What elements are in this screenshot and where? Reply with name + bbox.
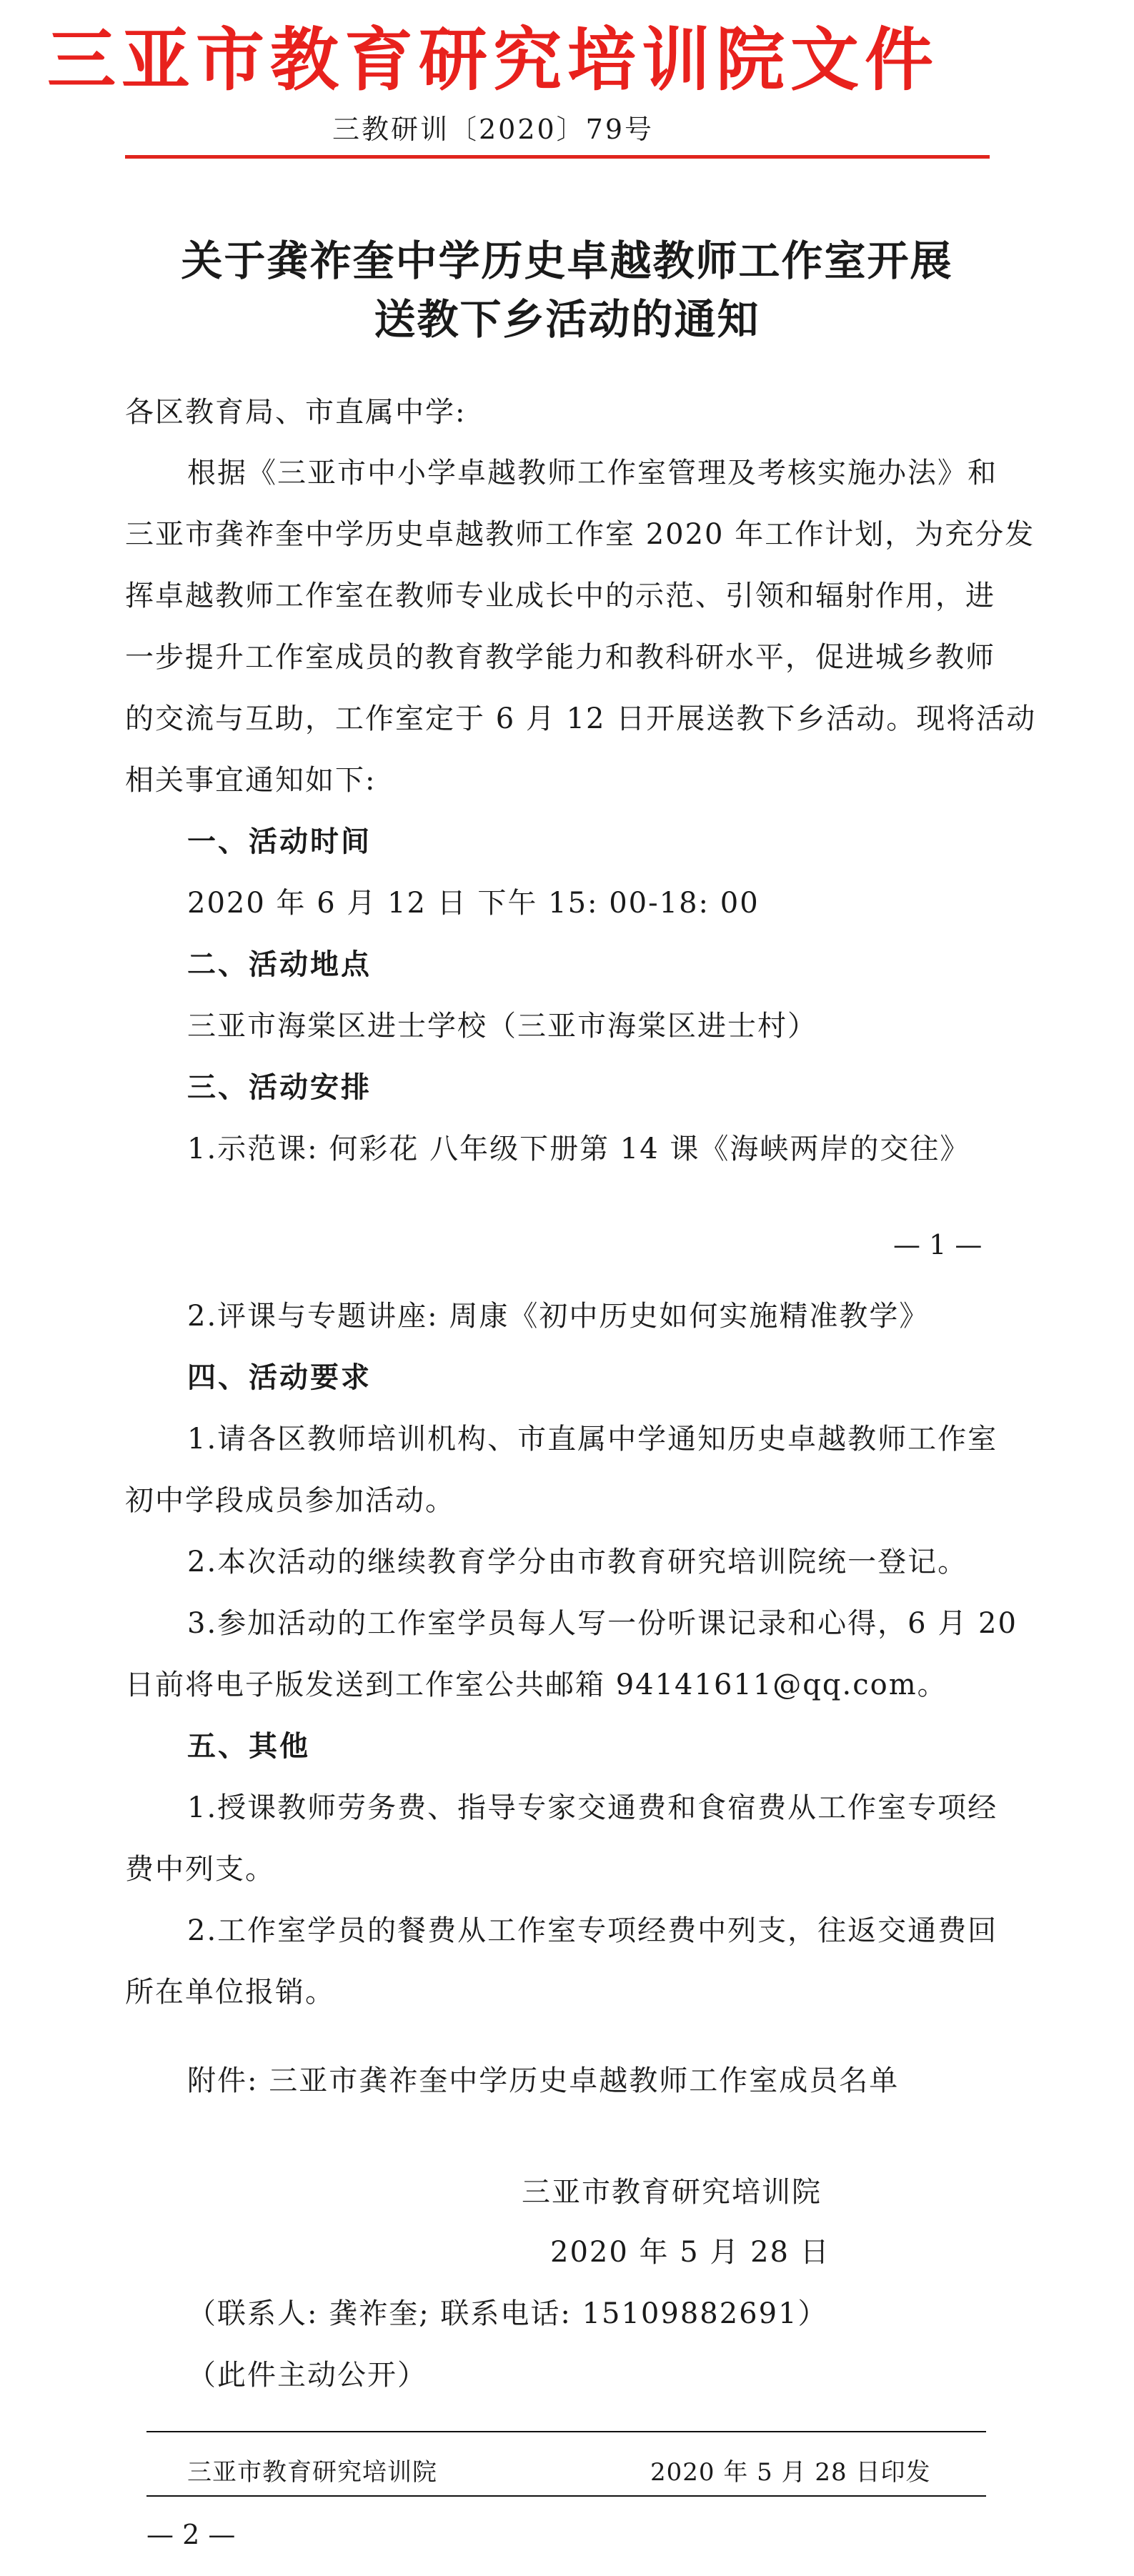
disclosure-note: （此件主动公开） [187, 2359, 427, 2392]
requirement-3-line-2: 日前将电子版发送到工作室公共邮箱 94141611@qq.com。 [125, 1669, 948, 1701]
other-1-line-2: 费中列支。 [125, 1853, 275, 1886]
section-time-value: 2020 年 6 月 12 日 下午 15: 00-18: 00 [187, 887, 760, 920]
section-time-heading: 一、活动时间 [187, 825, 372, 858]
intro-line-2: 三亚市龚祚奎中学历史卓越教师工作室 2020 年工作计划，为充分发 [125, 518, 1035, 551]
footer-issue-date: 2020 年 5 月 28 日印发 [650, 2458, 931, 2487]
page-number-1: — 1 — [893, 1229, 983, 1260]
requirement-1-line-2: 初中学段成员参加活动。 [125, 1484, 455, 1517]
intro-line-3: 挥卓越教师工作室在教师专业成长中的示范、引领和辐射作用，进 [125, 580, 995, 612]
section-other-heading: 五、其他 [187, 1729, 310, 1763]
signature-org: 三亚市教育研究培训院 [522, 2176, 822, 2209]
page-number-2: — 2 — [146, 2519, 236, 2550]
notice-title-line1: 关于龚祚奎中学历史卓越教师工作室开展 [181, 237, 953, 285]
intro-line-6: 相关事宜通知如下: [125, 764, 377, 797]
intro-line-5: 的交流与互助，工作室定于 6 月 12 日开展送教下乡活动。现将活动 [125, 702, 1037, 735]
arrangement-item-2: 2.评课与专题讲座: 周康《初中历史如何实施精准教学》 [187, 1300, 930, 1333]
requirement-1-line-1: 1.请各区教师培训机构、市直属中学通知历史卓越教师工作室 [187, 1423, 998, 1456]
other-1-line-1: 1.授课教师劳务费、指导专家交通费和食宿费从工作室专项经 [187, 1791, 998, 1824]
section-arrangement-heading: 三、活动安排 [187, 1070, 372, 1104]
arrangement-item-1: 1.示范课: 何彩花 八年级下册第 14 课《海峡两岸的交往》 [187, 1133, 970, 1165]
section-requirements-heading: 四、活动要求 [187, 1361, 372, 1394]
red-divider [125, 155, 990, 159]
requirement-3-line-1: 3.参加活动的工作室学员每人写一份听课记录和心得，6 月 20 [187, 1607, 1018, 1640]
document-header-title: 三亚市教育研究培训院文件 [47, 19, 939, 100]
section-place-value: 三亚市海棠区进士学校（三亚市海棠区进士村） [187, 1010, 817, 1043]
section-place-heading: 二、活动地点 [187, 948, 372, 981]
footer-issuer: 三亚市教育研究培训院 [187, 2458, 437, 2487]
contact-info: （联系人: 龚祚奎; 联系电话: 15109882691） [187, 2297, 828, 2330]
attachment-note: 附件: 三亚市龚祚奎中学历史卓越教师工作室成员名单 [187, 2064, 900, 2097]
footer-top-rule [146, 2431, 986, 2432]
other-2-line-2: 所在单位报销。 [125, 1976, 335, 2009]
intro-line-4: 一步提升工作室成员的教育教学能力和教科研水平，促进城乡教师 [125, 641, 995, 674]
intro-line-1: 根据《三亚市中小学卓越教师工作室管理及考核实施办法》和 [187, 457, 998, 489]
other-2-line-1: 2.工作室学员的餐费从工作室专项经费中列支，往返交通费回 [187, 1914, 998, 1947]
document-number: 三教研训〔2020〕79号 [332, 114, 655, 145]
notice-title-line2: 送教下乡活动的通知 [374, 295, 760, 344]
footer-bottom-rule [146, 2495, 986, 2497]
addressee: 各区教育局、市直属中学: [125, 396, 467, 429]
signature-date: 2020 年 5 月 28 日 [550, 2236, 830, 2269]
requirement-2: 2.本次活动的继续教育学分由市教育研究培训院统一登记。 [187, 1546, 968, 1578]
